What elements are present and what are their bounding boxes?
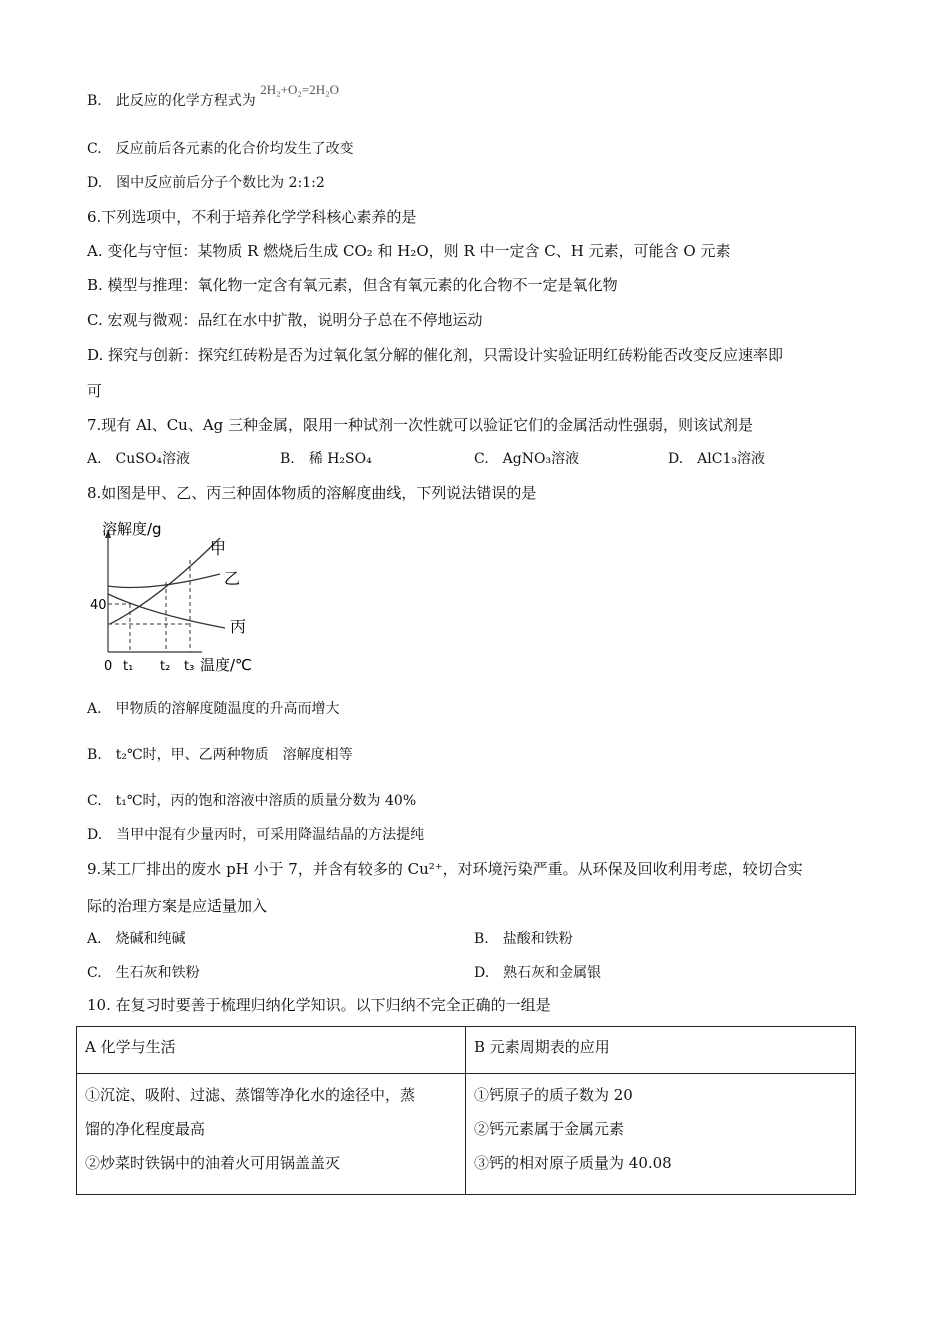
q6-stem: 6.下列选项中，不利于培养化学学科核心素养的是 bbox=[87, 208, 417, 226]
q9-option-a: A. 烧碱和纯碱 bbox=[87, 931, 186, 947]
q5-option-b bbox=[87, 82, 340, 112]
q7-option-d: D. AlC1₃溶液 bbox=[668, 451, 765, 467]
q9-stem-line1: 9.某工厂排出的废水 pH 小于 7，并含有较多的 Cu²⁺，对环境污染严重。从环保及回收利用考虑，较切合实 bbox=[87, 860, 803, 878]
q8-option-c: C. t₁℃时，丙的饱和溶液中溶质的质量分数为 40% bbox=[87, 793, 417, 809]
x-tick-t3: t₃ bbox=[184, 659, 195, 674]
q9-option-c: C. 生石灰和铁粉 bbox=[87, 965, 200, 981]
q10-cell-b bbox=[466, 1074, 856, 1195]
q5-option-b-text: B. 此反应的化学方程式为 bbox=[87, 93, 256, 109]
label-bing: 丙 bbox=[230, 617, 247, 636]
q7-option-a: A. CuSO₄溶液 bbox=[87, 451, 190, 467]
q10-table-body-row bbox=[77, 1074, 856, 1195]
q10-table-header-row bbox=[77, 1027, 856, 1074]
q6-option-a: A. 变化与守恒：某物质 R 燃烧后生成 CO₂ 和 H₂O，则 R 中一定含 C、H 元素，可能含 O 元素 bbox=[87, 242, 731, 260]
curve-yi bbox=[108, 574, 220, 588]
q10-b-item3: ③钙的相对原子质量为 40.08 bbox=[474, 1154, 672, 1172]
label-yi: 乙 bbox=[224, 569, 241, 588]
label-jia: 甲 bbox=[210, 539, 227, 558]
curve-jia bbox=[110, 538, 220, 624]
y-tick-40: 40 bbox=[90, 598, 107, 613]
x-axis-label: 温度/℃ bbox=[200, 656, 252, 674]
q7-option-c: C. AgNO₃溶液 bbox=[474, 451, 580, 467]
q10-table bbox=[76, 1026, 856, 1195]
q6-option-c: C. 宏观与微观：品红在水中扩散，说明分子总在不停地运动 bbox=[87, 311, 483, 329]
q9-option-d: D. 熟石灰和金属银 bbox=[474, 965, 602, 981]
q7-option-b: B. 稀 H₂SO₄ bbox=[280, 451, 372, 467]
q10-stem: 10. 在复习时要善于梳理归纳化学知识。以下归纳不完全正确的一组是 bbox=[87, 996, 551, 1014]
q6-option-b: B. 模型与推理：氧化物一定含有氧元素，但含有氧元素的化合物不一定是氧化物 bbox=[87, 276, 618, 294]
q10-b-item1: ①钙原子的质子数为 20 bbox=[474, 1086, 633, 1104]
q8-option-a: A. 甲物质的溶解度随温度的升高而增大 bbox=[87, 701, 340, 717]
q8-option-d: D. 当甲中混有少量丙时，可采用降温结晶的方法提纯 bbox=[87, 827, 425, 843]
q8-stem: 8.如图是甲、乙、丙三种固体物质的溶解度曲线，下列说法错误的是 bbox=[87, 484, 537, 502]
q5-option-d: D. 图中反应前后分子个数比为 2:1:2 bbox=[87, 175, 325, 191]
q10-header-b: B 元素周期表的应用 bbox=[466, 1027, 856, 1074]
q6-option-d-line1: D. 探究与创新：探究红砖粉是否为过氧化氢分解的催化剂，只需设计实验证明红砖粉能否改变反应速率即 bbox=[87, 346, 784, 364]
q10-header-a: A 化学与生活 bbox=[77, 1027, 466, 1074]
y-axis-label: 溶解度/g bbox=[102, 520, 162, 538]
q8-option-b: B. t₂℃时，甲、乙两种物质 溶解度相等 bbox=[87, 747, 353, 763]
q7-stem: 7.现有 Al、Cu、Ag 三种金属，限用一种试剂一次性就可以验证它们的金属活动性强弱，则该试剂是 bbox=[87, 416, 754, 434]
q9-option-b: B. 盐酸和铁粉 bbox=[474, 931, 573, 947]
x-tick-0: 0 bbox=[104, 659, 113, 674]
q9-stem-line2: 际的治理方案是应适量加入 bbox=[87, 897, 268, 915]
q5-option-c: C. 反应前后各元素的化合价均发生了改变 bbox=[87, 141, 354, 157]
q6-option-d-line2: 可 bbox=[87, 382, 103, 400]
q10-cell-a bbox=[77, 1074, 466, 1195]
q10-a-item1-line2: 馏的净化程度最高 bbox=[85, 1120, 206, 1138]
q10-b-item2: ②钙元素属于金属元素 bbox=[474, 1120, 625, 1138]
q5-option-b-equation: 2H₂+O₂=2H₂O bbox=[260, 82, 340, 97]
solubility-curve-figure bbox=[90, 518, 270, 678]
q10-a-item2: ②炒菜时铁锅中的油着火可用锅盖盖灭 bbox=[85, 1154, 341, 1172]
x-tick-t1: t₁ bbox=[123, 659, 134, 674]
x-tick-t2: t₂ bbox=[160, 659, 171, 674]
q10-a-item1-line1: ①沉淀、吸附、过滤、蒸馏等净化水的途径中，蒸 bbox=[85, 1086, 416, 1104]
